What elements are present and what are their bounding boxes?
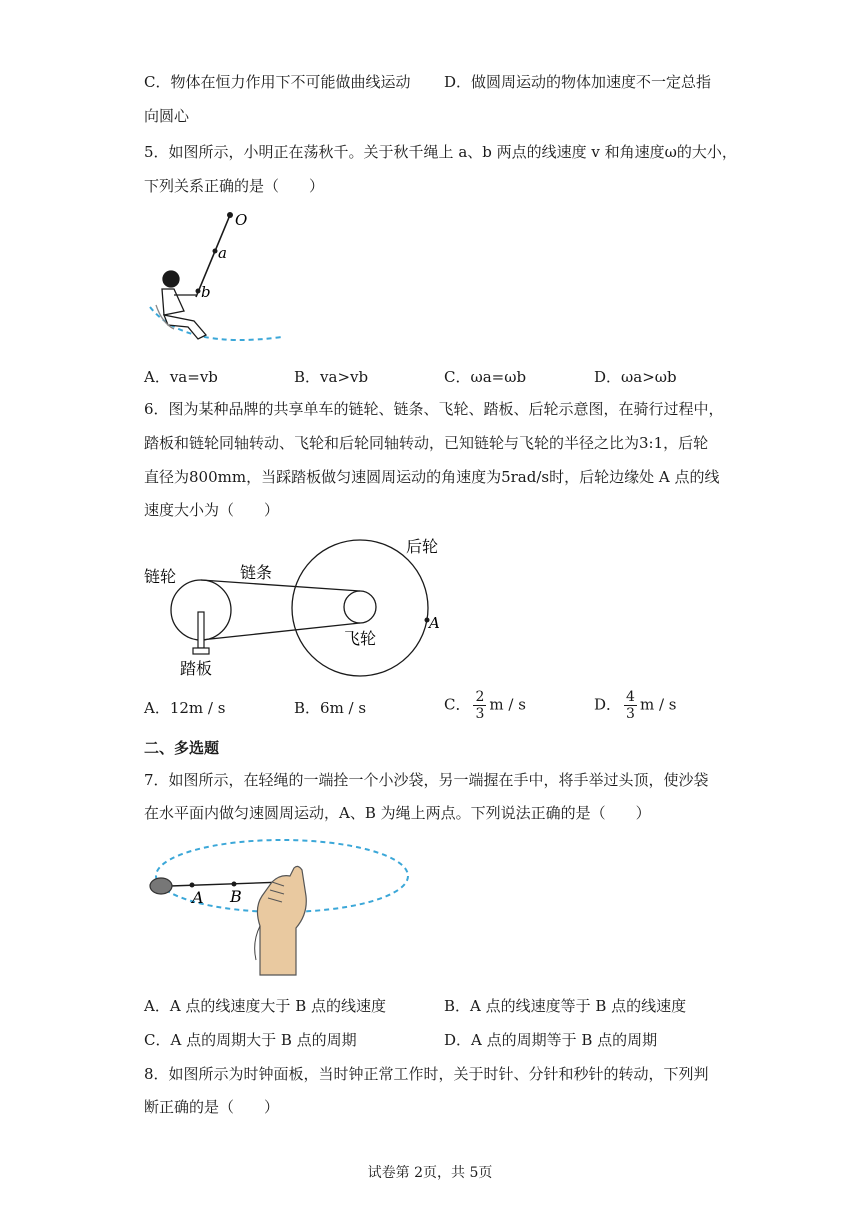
q6-stem-line3: 直径为800mm，当踩踏板做匀速圆周运动的角速度为5rad/s时，后轮边缘处 A 点的线: [144, 468, 720, 486]
q6-option-d: [594, 689, 676, 722]
rear-wheel: [292, 540, 428, 676]
label-sprocket: 链轮: [144, 567, 177, 586]
q6-option-c-unit: m / s: [489, 695, 526, 714]
flywheel: [344, 591, 376, 623]
q6-option-c-prefix: C．: [444, 695, 471, 714]
q6-stem-line1: 6．图为某种品牌的共享单车的链轮、链条、飞轮、踏板、后轮示意图，在骑行过程中，: [144, 400, 724, 418]
label-chain: 链条: [240, 563, 273, 582]
pedal: [193, 648, 209, 654]
q7-stem-line2: 在水平面内做匀速圆周运动，A、B 为绳上两点。下列说法正确的是（ ）: [144, 804, 651, 822]
q7-option-d: D．A 点的周期等于 B 点的周期: [444, 1031, 658, 1049]
q5-stem-line2: 下列关系正确的是（ ）: [144, 177, 325, 195]
point-a: [213, 249, 218, 254]
q6-option-d-prefix: D．: [594, 695, 622, 714]
rope: [170, 882, 284, 886]
label-o: O: [235, 211, 248, 229]
fraction-numerator: 2: [475, 689, 485, 705]
q7-sandbag-figure: [144, 830, 414, 980]
pedal-crank: [198, 612, 204, 648]
point-b: [232, 882, 237, 887]
label-rear-wheel: 后轮: [406, 537, 439, 556]
point-a: [190, 883, 195, 888]
label-a: A: [192, 888, 204, 907]
point-b: [196, 289, 201, 294]
chain-bottom: [201, 623, 360, 640]
chain-top: [201, 580, 360, 591]
q6-option-d-fraction: [624, 689, 637, 722]
q7-option-b: B．A 点的线速度等于 B 点的线速度: [444, 997, 687, 1015]
q6-option-c-fraction: [473, 689, 486, 722]
label-flywheel: 飞轮: [344, 629, 377, 648]
fraction-denominator: 3: [626, 706, 635, 722]
q6-option-c: [444, 689, 526, 722]
q5-stem-line1: 5．如图所示，小明正在荡秋千。关于秋千绳上 a、b 两点的线速度 v 和角速度ω的大小，: [144, 143, 737, 161]
label-b: b: [201, 283, 211, 301]
q7-option-a: A．A 点的线速度大于 B 点的线速度: [144, 997, 386, 1015]
label-a: A: [429, 614, 440, 632]
label-pedal: 踏板: [180, 659, 213, 678]
label-a: a: [218, 244, 227, 262]
q4-option-d: D．做圆周运动的物体加速度不一定总指: [444, 73, 712, 91]
q8-stem-line1: 8．如图所示为时钟面板，当时钟正常工作时，关于时针、分针和秒针的转动，下列判: [144, 1065, 709, 1083]
sandbag: [150, 878, 172, 894]
page-footer: 试卷第 2页，共 5页: [367, 1165, 493, 1181]
q4-option-d-continued: 向圆心: [144, 107, 190, 125]
q6-option-b: B．6m / s: [294, 699, 367, 717]
q6-option-d-unit: m / s: [639, 695, 677, 714]
q5-option-d: D．ωa>ωb: [594, 368, 677, 386]
child-figure: [156, 271, 206, 339]
q4-option-c: C．物体在恒力作用下不可能做曲线运动: [144, 73, 411, 91]
q5-option-c: C．ωa=ωb: [444, 368, 527, 386]
q6-stem-line4: 速度大小为（ ）: [144, 501, 280, 519]
fraction-denominator: 3: [475, 706, 485, 722]
label-b: B: [230, 887, 242, 906]
point-o: [227, 212, 233, 218]
q5-option-a: A．va=vb: [144, 368, 218, 386]
q6-option-a: A．12m / s: [144, 699, 226, 717]
fraction-numerator: 4: [626, 689, 635, 705]
q6-bike-drive-figure: [144, 528, 464, 680]
q5-swing-figure: [144, 205, 294, 353]
q5-option-b: B．va>vb: [294, 368, 369, 386]
q8-stem-line2: 断正确的是（ ）: [144, 1098, 280, 1116]
q7-stem-line1: 7．如图所示，在轻绳的一端拴一个小沙袋，另一端握在手中，将手举过头顶，使沙袋: [144, 771, 709, 789]
section-title-multiple-choice: 二、多选题: [144, 739, 220, 757]
q6-stem-line2: 踏板和链轮同轴转动、飞轮和后轮同轴转动，已知链轮与飞轮的半径之比为3:1，后轮: [144, 434, 709, 452]
q7-option-c: C．A 点的周期大于 B 点的周期: [144, 1031, 357, 1049]
